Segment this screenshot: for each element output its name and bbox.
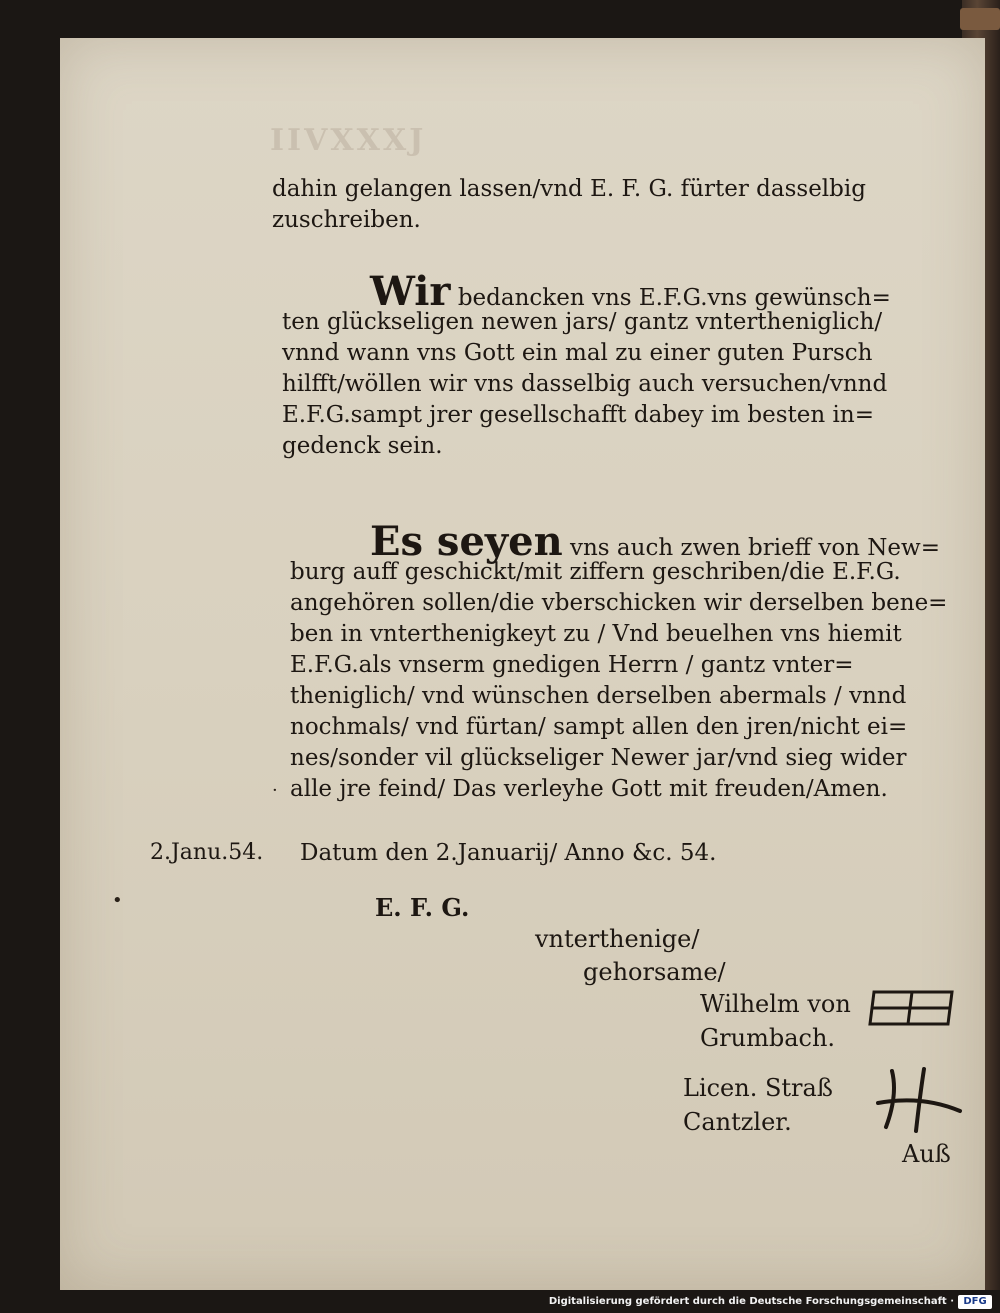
text-line: theniglich/ vnd wünschen derselben abermals / vnnd xyxy=(290,683,907,709)
signer-name: Wilhelm von xyxy=(700,990,851,1018)
text-line: hilfft/wöllen wir vns dasselbig auch versuchen/vnnd xyxy=(282,371,888,397)
text-line: gedenck sein. xyxy=(282,433,443,459)
closing-line: gehorsame/ xyxy=(583,958,726,986)
text-line xyxy=(282,268,891,315)
margin-note: 2.Janu.54. xyxy=(150,840,264,865)
ink-dot: • xyxy=(112,890,123,911)
signer-name: Licen. Straß xyxy=(683,1074,833,1102)
paragraph-3 xyxy=(290,518,948,805)
footer-credit: Digitalisierung gefördert durch die Deutsche Forschungsgemeinschaft · xyxy=(548,1296,954,1307)
text-line: ben in vnterthenigkeyt zu / Vnd beuelhen vns hiemit xyxy=(290,621,902,647)
text-line: E.F.G.als vnserm gnedigen Herrn / gantz vnter= xyxy=(290,652,854,678)
dfg-logo: DFG xyxy=(958,1295,992,1309)
closing-line: vnterthenige/ xyxy=(535,925,700,953)
text-line: vnnd wann vns Gott ein mal zu einer guten Pursch xyxy=(282,340,873,366)
text-segment: vns auch zwen brieff von New= xyxy=(570,535,940,561)
paragraph-2 xyxy=(282,268,891,462)
paragraph-1 xyxy=(272,174,866,236)
text-line: ten glückseligen newen jars/ gantz vntertheniglich/ xyxy=(282,309,883,335)
catchword: Auß xyxy=(902,1140,951,1168)
text-line: alle jre feind/ Das verleyhe Gott mit freuden/Amen. xyxy=(290,776,888,802)
bleed-through-text: IIVXXXJ xyxy=(270,123,427,158)
signature-mark-icon xyxy=(868,988,958,1028)
initial-letter: Es seyen xyxy=(370,518,563,565)
text-line: angehören sollen/die vberschicken wir derselben bene= xyxy=(290,590,948,616)
text-line: burg auff geschickt/mit ziffern geschriben/die E.F.G. xyxy=(290,559,901,585)
text-line: E.F.G.sampt jrer gesellschafft dabey im besten in= xyxy=(282,402,874,428)
text-line: dahin gelangen lassen/vnd E. F. G. fürter dasselbig xyxy=(272,176,866,202)
signature-flourish-icon xyxy=(872,1065,964,1137)
text-segment: bedancken vns E.F.G.vns gewünsch= xyxy=(457,285,891,311)
signer-name: Grumbach. xyxy=(700,1024,836,1052)
text-line: nochmals/ vnd fürtan/ sampt allen den jren/nicht ei= xyxy=(290,714,908,740)
text-line xyxy=(290,518,947,565)
date-line: Datum den 2.Januarij/ Anno &c. 54. xyxy=(300,840,717,866)
text-line: nes/sonder vil glückseliger Newer jar/vnd sieg wider xyxy=(290,745,907,771)
text-line: zuschreiben. xyxy=(272,207,421,233)
ink-dot: · xyxy=(272,780,278,801)
book-tab xyxy=(960,8,1000,30)
salutation: E. F. G. xyxy=(375,893,470,922)
initial-letter: Wir xyxy=(370,268,451,315)
signer-title: Cantzler. xyxy=(683,1108,792,1136)
